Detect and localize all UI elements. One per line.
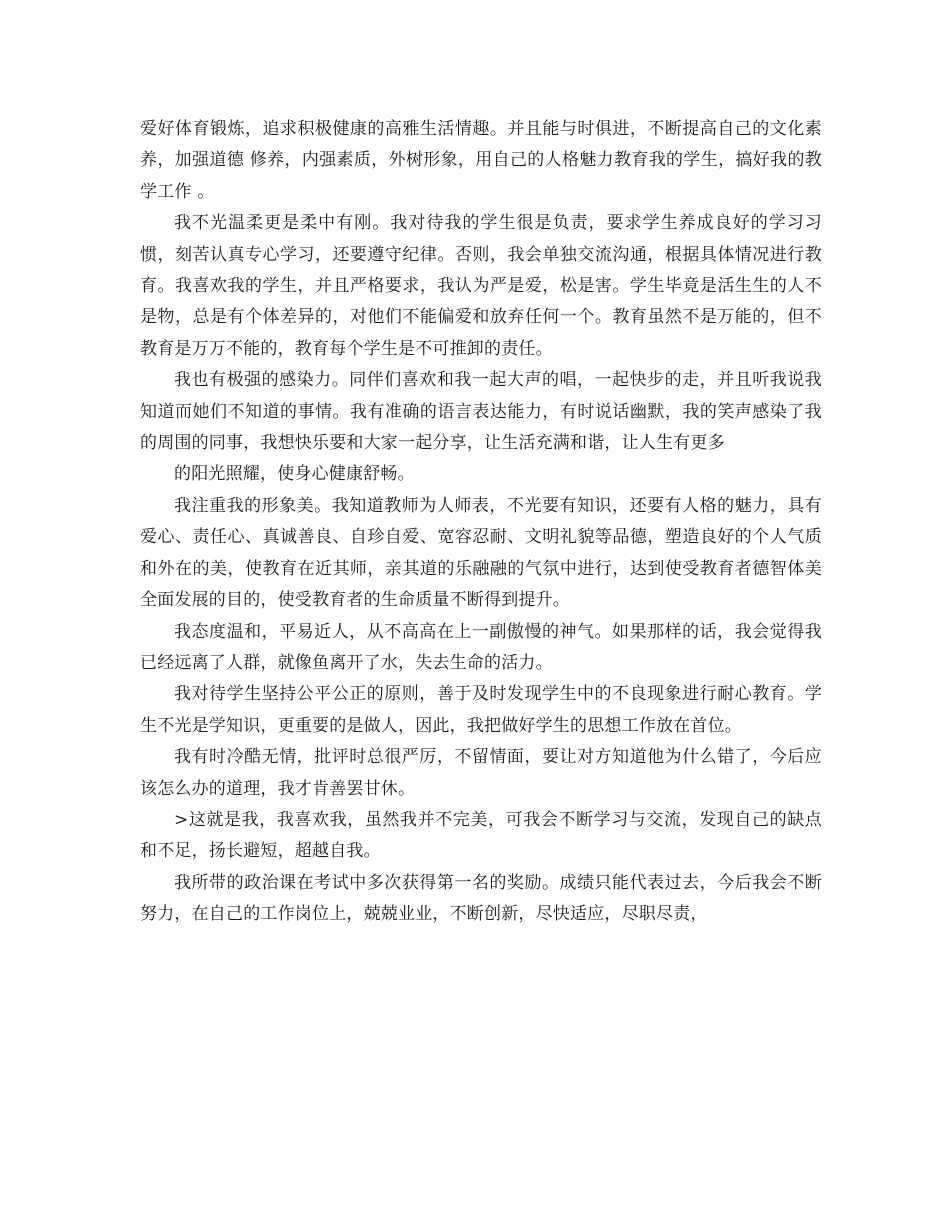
paragraph: 我态度温和，平易近人，从不高高在上一副傲慢的神气。如果那样的话，我会觉得我已经远离了人群，就像鱼离开了水，失去生命的活力。 [140, 621, 822, 673]
paragraph: 我注重我的形象美。我知道教师为人师表，不光要有知识，还要有人格的魅力，具有爱心、责任心、真诚善良、自珍自爱、宽容忍耐、文明礼貌等品德，塑造良好的个人气质和外在的美，使教育在近其师，亲其道的乐融融的气氛中进行，达到使受教育者德智体美全面发展的目的，使受教育者的生命质量不断得到提升。 [140, 495, 822, 611]
paragraph: 的阳光照耀，使身心健康舒畅。 [174, 464, 415, 485]
paragraph: 我有时冷酷无情，批评时总很严厉，不留情面，要让对方知道他为什么错了，今后应该怎么办的道理，我才肯善罢甘休。 [140, 747, 822, 799]
paragraph: 我对待学生坚持公平公正的原则，善于及时发现学生中的不良现象进行耐心教育。学生不光是学知识，更重要的是做人，因此，我把做好学生的思想工作放在首位。 [140, 684, 822, 736]
paragraph: 爱好体育锻炼，追求积极健康的高雅生活情趣。并且能与时俱进，不断提高自己的文化素养，加强道德 修养，内强素质，外树形象，用自己的人格魅力教育我的学生，搞好我的教学工作 。 [140, 119, 822, 202]
paragraph: 我所带的政治课在考试中多次获得第一名的奖励。成绩只能代表过去，今后我会不断努力，在自己的工作岗位上，兢兢业业，不断创新，尽快适应，尽职尽责， [140, 872, 822, 925]
paragraph: 我不光温柔更是柔中有刚。我对待我的学生很是负责，要求学生养成良好的学习习惯，刻苦认真专心学习，还要遵守纪律。否则，我会单独交流沟通，根据具体情况进行教育。我喜欢我的学生，并且严格要求，我认为严是爱，松是害。学生毕竟是活生生的人不是物，总是有个体差异的，对他们不能偏爱和放弃任何一个。教育虽然不是万能的，但不教育是万万不能的，教育每个学生是不可推卸的责任。 [140, 213, 822, 359]
paragraph: >这就是我，我喜欢我，虽然我并不完美，可我会不断学习与交流，发现自己的缺点和不足，扬长避短，超越自我。 [140, 809, 822, 862]
paragraph: 我也有极强的感染力。同伴们喜欢和我一起大声的唱，一起快步的走，并且听我说我知道而她们不知道的事情。我有准确的语言表达能力，有时说话幽默，我的笑声感染了我的周围的同事，我想快乐要和大家一起分享，让生活充满和谐，让人生有更多 [140, 370, 822, 454]
document-body [140, 114, 822, 931]
